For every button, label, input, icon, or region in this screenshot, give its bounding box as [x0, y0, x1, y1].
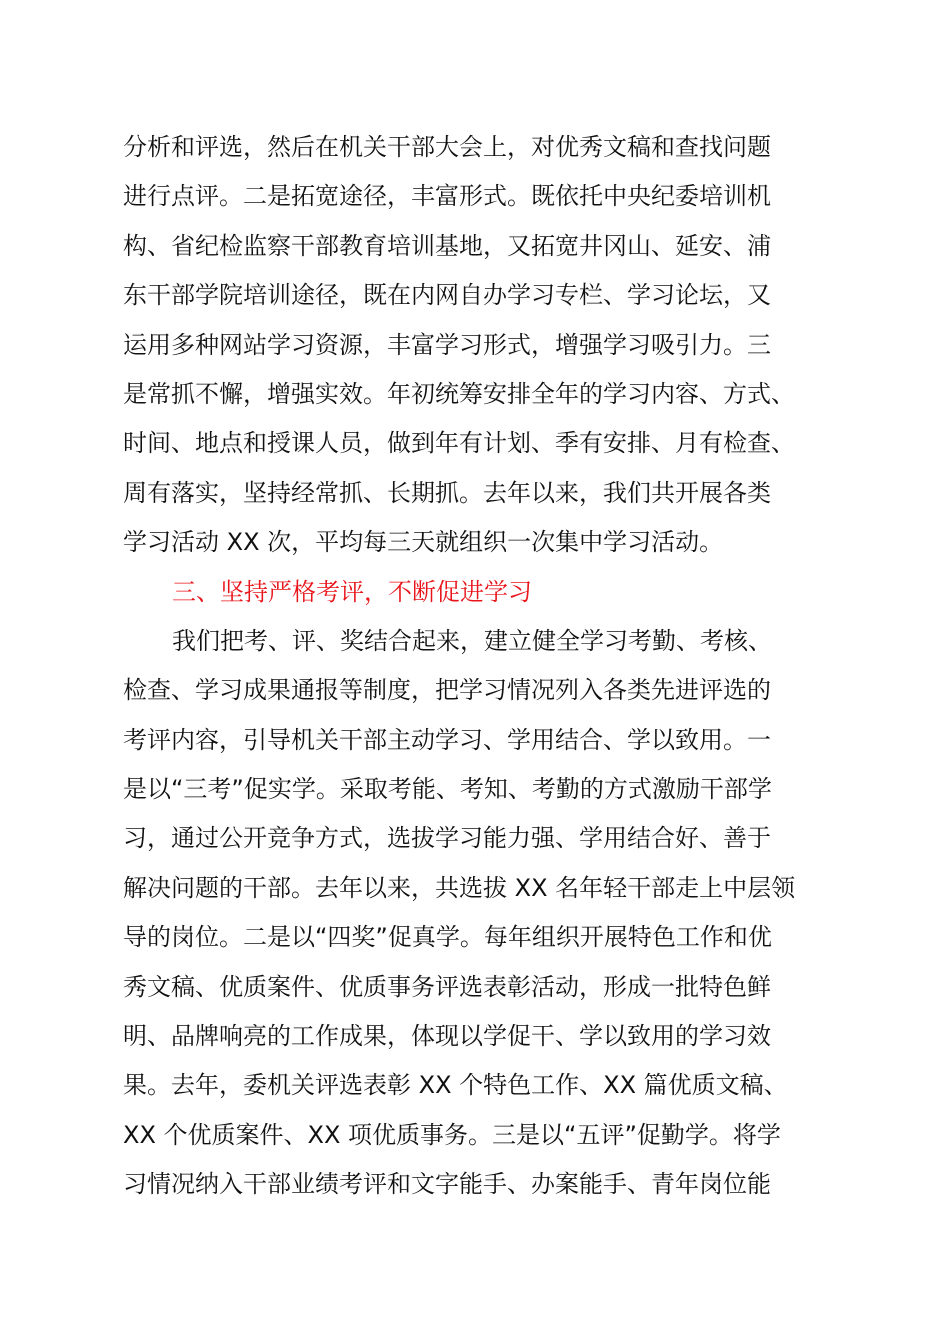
text-line: 东干部学院培训途径，既在内网自办学习专栏、学习论坛，又: [123, 281, 771, 310]
text-line: 周有落实，坚持经常抓、长期抓。去年以来，我们共开展各类: [123, 478, 771, 507]
text-line: 学习活动 XX 次，平均每三天就组织一次集中学习活动。: [123, 528, 724, 557]
paragraph-continued: [123, 123, 853, 568]
text-line: 我们把考、评、奖结合起来，建立健全学习考勤、考核、: [172, 626, 772, 655]
text-line: 进行点评。二是拓宽途径，丰富形式。既依托中央纪委培训机: [123, 182, 771, 211]
text-line: 解决问题的干部。去年以来，共选拔 XX 名年轻干部走上中层领: [123, 873, 796, 902]
text-line: 秀文稿、优质案件、优质事务评选表彰活动，形成一批特色鲜: [123, 972, 771, 1001]
text-line: 是常抓不懈，增强实效。年初统筹安排全年的学习内容、方式、: [123, 379, 795, 408]
text-line: 运用多种网站学习资源，丰富学习形式，增强学习吸引力。三: [123, 330, 771, 359]
text-line: 明、品牌响亮的工作成果，体现以学促干、学以致用的学习效: [123, 1022, 771, 1051]
text-line: 检查、学习成果通报等制度，把学习情况列入各类先进评选的: [123, 676, 771, 705]
text-line: 考评内容，引导机关干部主动学习、学用结合、学以致用。一: [123, 725, 771, 754]
text-line: 果。去年，委机关评选表彰 XX 个特色工作、XX 篇优质文稿、: [123, 1071, 788, 1100]
text-line: 分析和评选，然后在机关干部大会上，对优秀文稿和查找问题: [123, 133, 771, 161]
text-line: 习，通过公开竞争方式，选拔学习能力强、学用结合好、善于: [123, 824, 771, 853]
section-heading: 三、坚持严格考评，不断促进学习: [172, 577, 532, 606]
text-line: 导的岗位。二是以“四奖”促真学。每年组织开展特色工作和优: [123, 923, 772, 952]
text-line: XX 个优质案件、XX 项优质事务。三是以“五评”促勤学。将学: [123, 1120, 781, 1149]
paragraph-section-3: [123, 617, 853, 1210]
text-line: 习情况纳入干部业绩考评和文字能手、办案能手、青年岗位能: [123, 1170, 771, 1199]
text-line: 构、省纪检监察干部教育培训基地，又拓宽井冈山、延安、浦: [123, 231, 771, 260]
text-line: 是以“三考”促实学。采取考能、考知、考勤的方式激励干部学: [123, 775, 772, 804]
text-line: 时间、地点和授课人员，做到年有计划、季有安排、月有检查、: [123, 429, 795, 458]
document-body: [123, 123, 853, 1210]
